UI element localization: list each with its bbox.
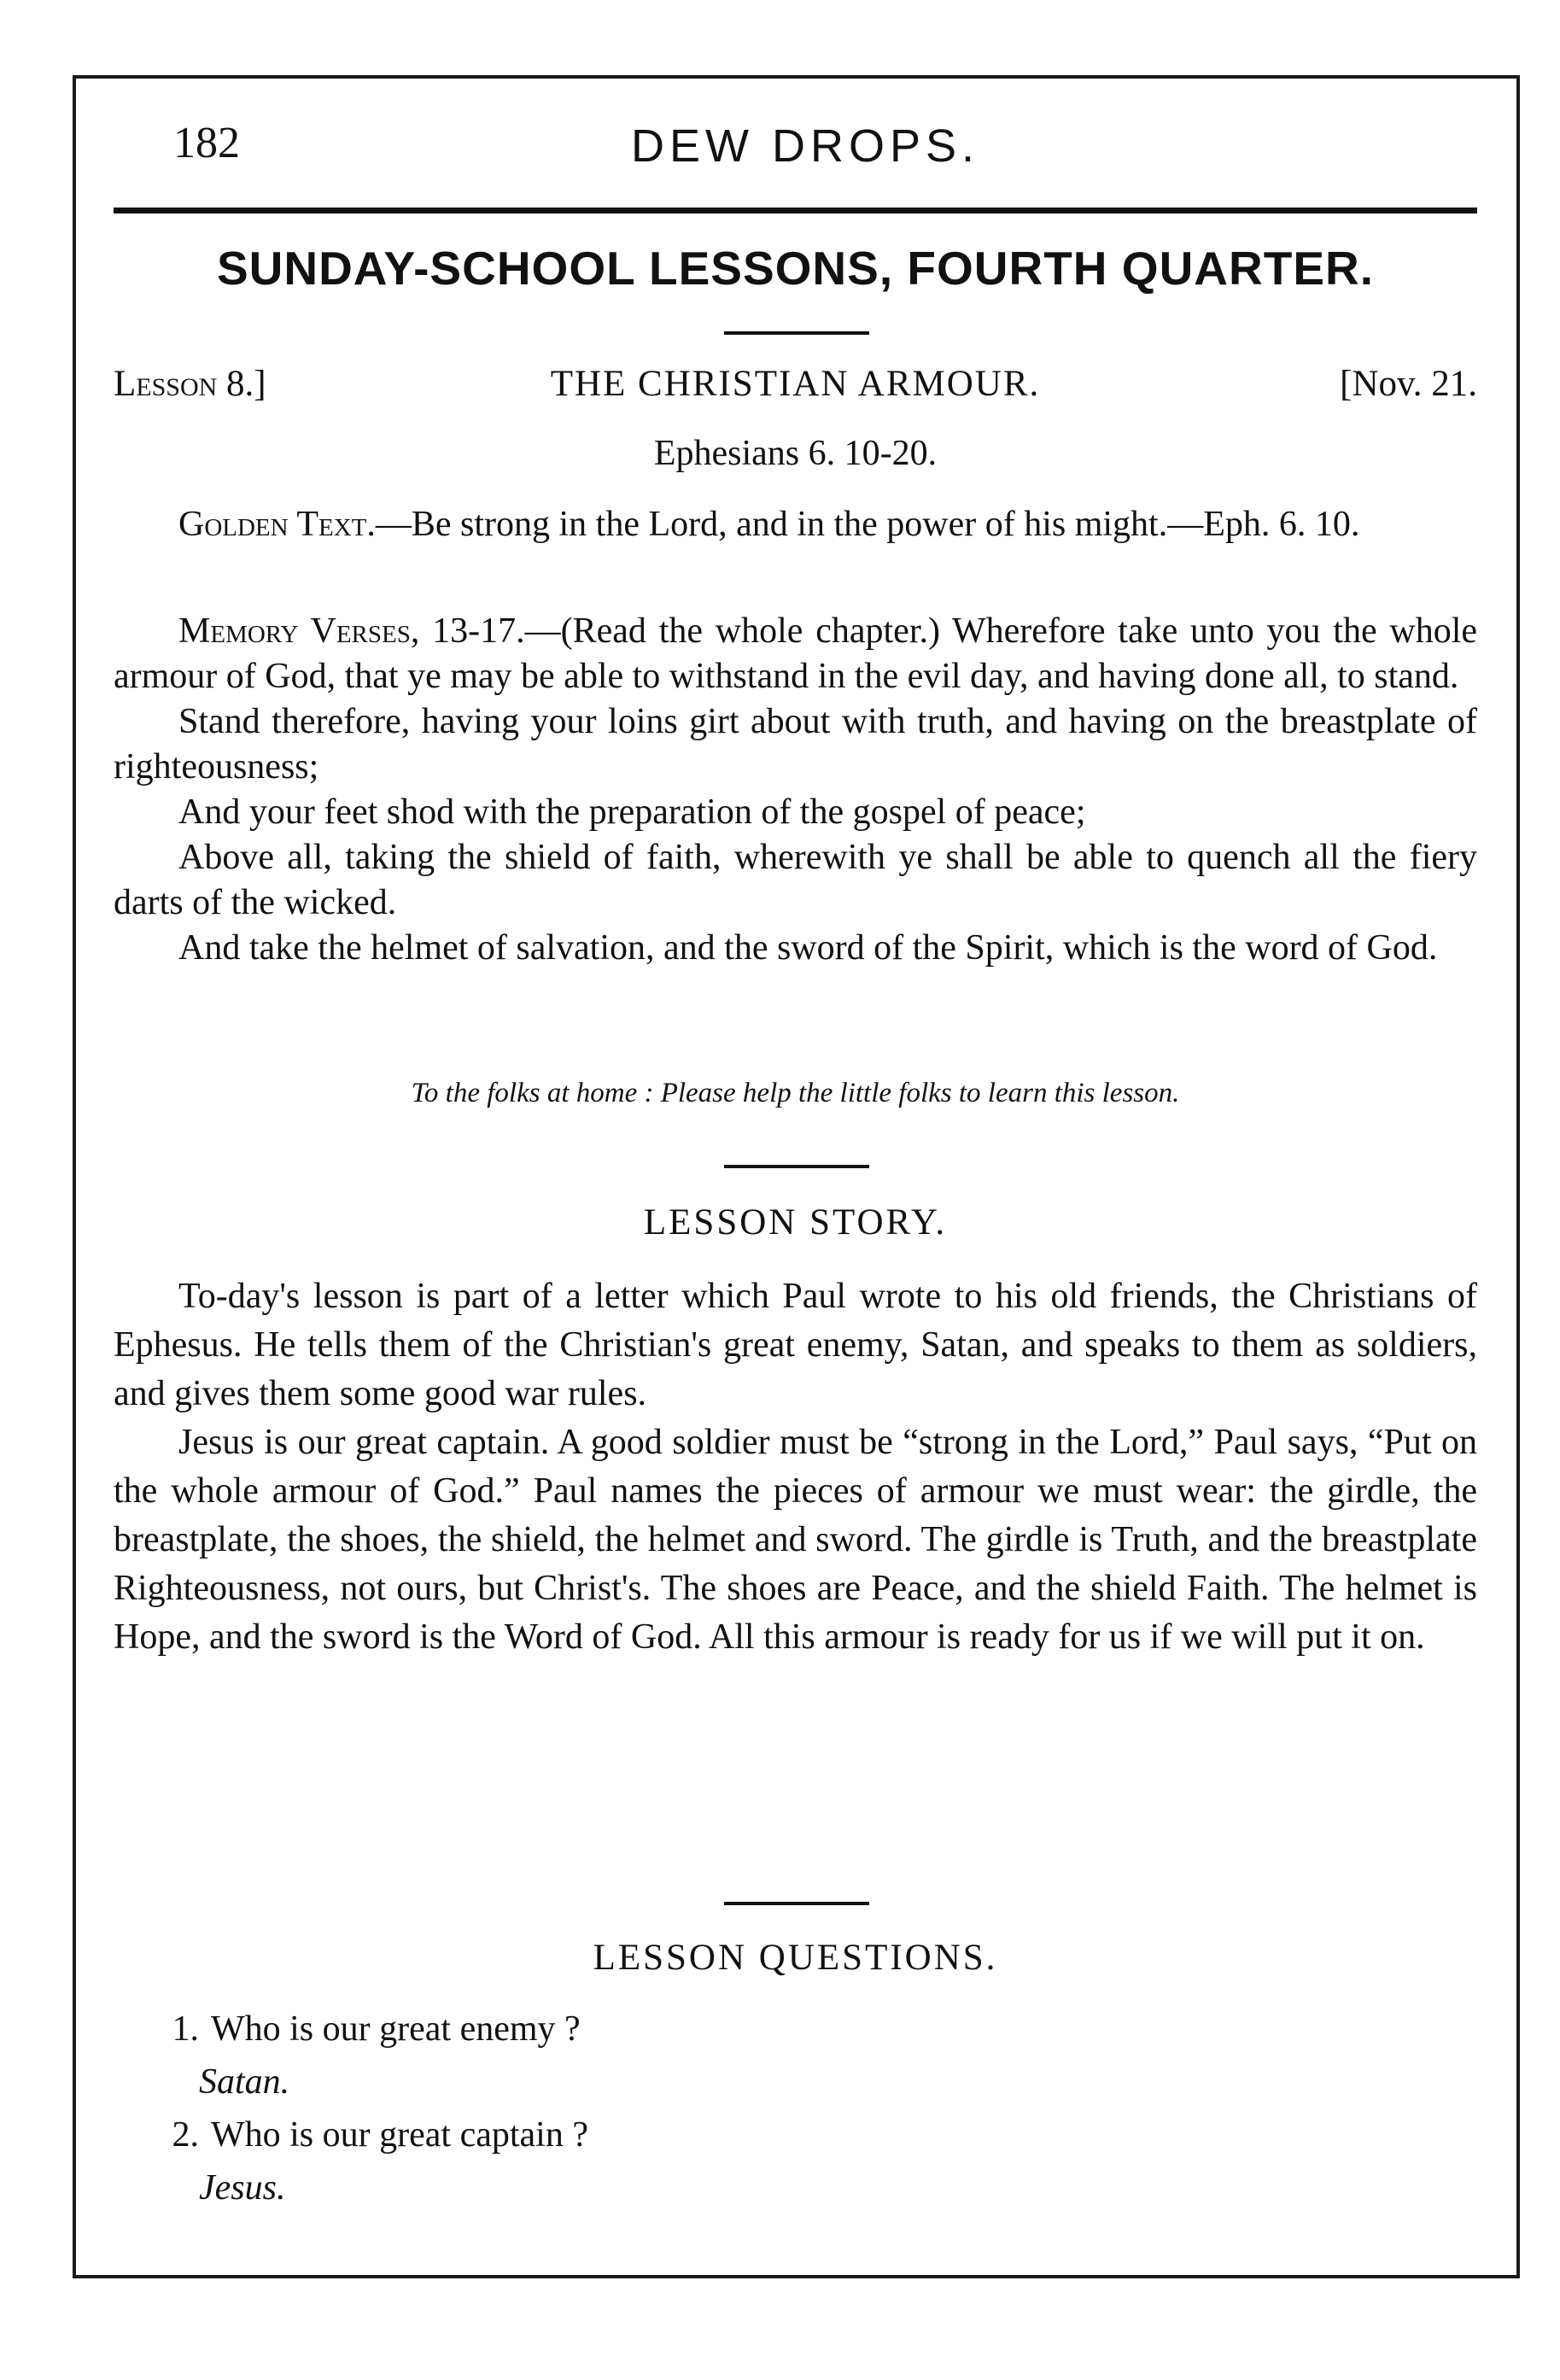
question-item <box>141 2003 588 2055</box>
divider-rule <box>724 331 869 335</box>
lesson-line <box>114 363 1477 414</box>
golden-text <box>114 502 1477 547</box>
lesson-title: THE CHRISTIAN ARMOUR. <box>550 364 1041 404</box>
lesson-questions <box>141 2003 588 2214</box>
story-paragraph: To-day's lesson is part of a letter which Paul wrote to his old friends, the Christians of Ephesus. He tells them of the Christian's great enemy, Satan, and speaks to them as soldiers, and gives them some good war rules. <box>114 1277 1477 1413</box>
memory-verse-line: And take the helmet of salvation, and the sword of the Spirit, which is the word of God. <box>178 928 1438 968</box>
lesson-number: Lesson 8.] <box>114 364 266 404</box>
section-title: SUNDAY-SCHOOL LESSONS, FOURTH QUARTER. <box>216 242 1375 295</box>
memory-verses-label: Memory Verses, 13-17. <box>178 611 525 651</box>
answer-text: Satan. <box>199 2062 290 2102</box>
question-text: Who is our great captain ? <box>211 2115 588 2155</box>
memory-verses <box>114 609 1477 971</box>
lesson-story-heading: LESSON STORY. <box>643 1202 948 1243</box>
memory-verse-line: Above all, taking the shield of faith, wherewith ye shall be able to quench all the fiery darts of the wicked. <box>114 838 1477 922</box>
golden-text-body: —Be strong in the Lord, and in the power of his might.—Eph. 6. 10. <box>375 505 1360 544</box>
question-item <box>141 2108 588 2161</box>
question-number: 2. <box>172 2115 199 2155</box>
home-note: To the folks at home : Please help the little folks to learn this lesson. <box>411 1078 1180 1108</box>
memory-verse-line: And your feet shod with the preparation of the gospel of peace; <box>178 792 1086 832</box>
header-rule <box>114 208 1477 213</box>
page-number: 182 <box>173 119 240 167</box>
running-title: DEW DROPS. <box>630 120 980 172</box>
question-text: Who is our great enemy ? <box>211 2009 581 2049</box>
page-header <box>114 111 1497 179</box>
lesson-date: [Nov. 21. <box>1340 364 1477 404</box>
answer-text: Jesus. <box>199 2168 286 2207</box>
divider-rule <box>724 1902 869 1905</box>
story-paragraph: Jesus is our great captain. A good soldier must be “strong in the Lord,” Paul says, “Put on the whole armour of God.” Paul names the pieces of armour we must wear: the girdle, the breastplate, the shoes, the shield, the helmet and sword. The girdle is Truth, and the breastplate Righteousness, not ours, but Christ's. The shoes are Peace, and the shield Faith. The helmet is Hope, and the sword is the Word of God. All this armour is ready for us if we will put it on. <box>114 1423 1477 1657</box>
question-number: 1. <box>172 2009 199 2049</box>
lesson-questions-heading: LESSON QUESTIONS. <box>593 1938 998 1978</box>
memory-verse-line: Stand therefore, having your loins girt about with truth, and having on the breastplate of righteousness; <box>114 702 1477 787</box>
scripture-reference: Ephesians 6. 10-20. <box>653 434 938 473</box>
golden-text-label: Golden Text. <box>178 505 376 544</box>
lesson-story <box>114 1272 1477 1662</box>
divider-rule <box>724 1165 869 1168</box>
memory-verse-line: —(Read the whole chapter.) Wherefore take unto you the whole armour of God, that ye may be able to withstand in the evil day, and having done all, to stand. <box>114 611 1478 696</box>
